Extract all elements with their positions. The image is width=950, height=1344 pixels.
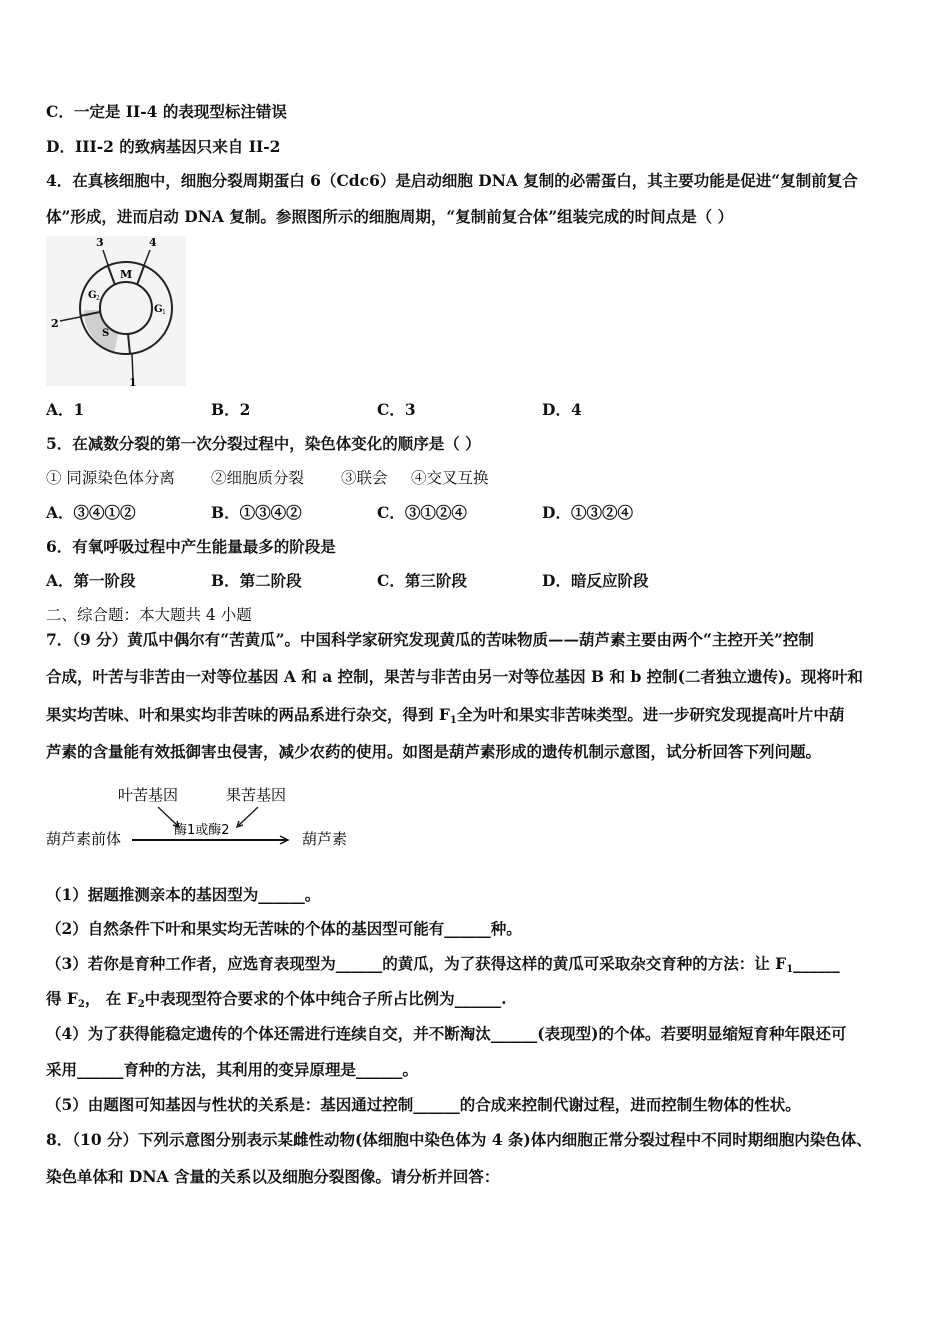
q6-option-d: D．暗反应阶段 (542, 571, 649, 590)
q7-line3-sub: 1 (449, 715, 457, 726)
q7-sub3-sub: 1 (786, 964, 794, 975)
q4-option-b: B．2 (211, 400, 251, 419)
q7-sub4-line2: 采用______育种的方法，其利用的变异原理是______。 (46, 1060, 419, 1079)
q7-sub3-line2-sub2: 2 (137, 999, 145, 1010)
phase-label-g1: G (154, 304, 163, 315)
fruit-gene-arrow (238, 807, 258, 826)
q7-line4: 芦素的含量能有效抵御害虫侵害，减少农药的使用。如图是葫芦素形成的遗传机制示意图，试分析回答下列问题。 (46, 742, 822, 761)
q7-sub3-line2-b: ， 在 F (84, 989, 138, 1008)
point-label-3: 3 (96, 236, 104, 249)
q3-option-d: D．III-2 的致病基因只来自 II-2 (46, 137, 281, 156)
cell-cycle-figure (46, 236, 186, 386)
q8-line1: 8．（10 分）下列示意图分别表示某雌性动物(体细胞中染色体为 4 条)体内细胞正常分裂过程中不同时期细胞内染色体、 (46, 1130, 872, 1149)
q7-sub3-b: ______ (793, 954, 840, 973)
cell-cycle-diagram (46, 236, 186, 386)
gene-leaf-label: 叶苦基因 (118, 786, 179, 804)
q5-item-3: ③联会 (341, 469, 388, 487)
q6-option-a: A．第一阶段 (46, 571, 136, 590)
q4-stem-line2: 体”形成，进而启动 DNA 复制。参照图所示的细胞周期，“复制前复合体”组装完成的时间点是（ ） (46, 207, 734, 226)
q6-stem: 6．有氧呼吸过程中产生能量最多的阶段是 (46, 537, 336, 556)
q7-sub3-line2 (46, 989, 507, 1009)
phase-label-g2: G (88, 290, 97, 301)
q7-line3-b: 全为叶和果实非苦味类型。进一步研究发现提高叶片中葫 (456, 705, 845, 724)
point-label-4: 4 (149, 236, 157, 249)
q4-option-d: D．4 (542, 400, 582, 419)
q5-item-1: ① 同源染色体分离 (46, 469, 175, 487)
phase-label-m: M (120, 268, 133, 281)
product-label: 葫芦素 (302, 830, 348, 848)
q8-line2: 染色单体和 DNA 含量的关系以及细胞分裂图像。请分析并回答： (46, 1167, 500, 1186)
q7-line2: 合成，叶苦与非苦由一对等位基因 A 和 a 控制，果苦与非苦由另一对等位基因 B 和 b 控制(二者独立遗传)。现将叶和 (46, 667, 863, 686)
precursor-label: 葫芦素前体 (46, 830, 122, 848)
q7-sub3-line2-c: 中表现型符合要求的个体中纯合子所占比例为______. (144, 989, 507, 1008)
q5-option-b: B．①③④② (211, 503, 302, 522)
q7-sub3-line2-sub: 2 (77, 999, 85, 1010)
q4-option-a: A．1 (46, 400, 85, 419)
q5-option-c: C．③①②④ (377, 503, 467, 522)
enzyme-label: 酶1或酶2 (174, 823, 230, 838)
q7-sub3-a: （3）若你是育种工作者，应选育表现型为______的黄瓜，为了获得这样的黄瓜可采取杂交育种的方法：让 F (46, 954, 787, 973)
gene-fruit-label: 果苦基因 (226, 786, 287, 804)
q5-stem: 5．在减数分裂的第一次分裂过程中，染色体变化的顺序是（ ） (46, 434, 481, 453)
q7-sub2: （2）自然条件下叶和果实均无苦味的个体的基因型可能有______种。 (46, 919, 522, 938)
q3-option-c: C．一定是 II-4 的表现型标注错误 (46, 102, 287, 121)
q5-option-a: A．③④①② (46, 503, 136, 522)
q4-stem-line1: 4．在真核细胞中，细胞分裂周期蛋白 6（Cdc6）是启动细胞 DNA 复制的必需蛋白，其主要功能是促进“复制前复合 (46, 171, 858, 190)
q7-line1: 7．（9 分）黄瓜中偶尔有“苦黄瓜”。中国科学家研究发现黄瓜的苦味物质——葫芦素主要由两个“主控开关”控制 (46, 630, 814, 649)
q7-sub1: （1）据题推测亲本的基因型为______。 (46, 885, 321, 904)
cucurbitacin-pathway-figure (46, 782, 366, 854)
phase-label-g2-sub: 2 (96, 295, 100, 302)
phase-label-g1-sub: 1 (162, 309, 166, 316)
cucurbitacin-pathway-diagram (46, 782, 366, 854)
q7-line3 (46, 705, 844, 725)
q6-option-b: B．第二阶段 (211, 571, 302, 590)
q7-sub3-line1 (46, 954, 840, 974)
q5-option-d: D．①③②④ (542, 503, 633, 522)
q7-sub3-line2-a: 得 F (46, 989, 78, 1008)
q7-sub5: （5）由题图可知基因与性状的关系是：基因通过控制______的合成来控制代谢过程，进而控制生物体的性状。 (46, 1095, 801, 1114)
q5-item-4: ④交叉互换 (411, 469, 489, 487)
q6-option-c: C．第三阶段 (377, 571, 467, 590)
q7-line3-a: 果实均苦味、叶和果实均非苦味的两品系进行杂交，得到 F (46, 705, 450, 724)
point-label-2: 2 (51, 317, 59, 330)
q5-item-2: ②细胞质分裂 (211, 469, 305, 487)
q7-sub4-line1: （4）为了获得能稳定遗传的个体还需进行连续自交，并不断淘汰______(表现型)的个体。若要明显缩短育种年限还可 (46, 1024, 847, 1043)
phase-label-s: S (102, 328, 110, 339)
pointer-1 (132, 354, 133, 378)
section2-heading: 二、综合题：本大题共 4 小题 (46, 606, 252, 624)
point-label-1: 1 (129, 376, 137, 386)
q4-option-c: C．3 (377, 400, 416, 419)
